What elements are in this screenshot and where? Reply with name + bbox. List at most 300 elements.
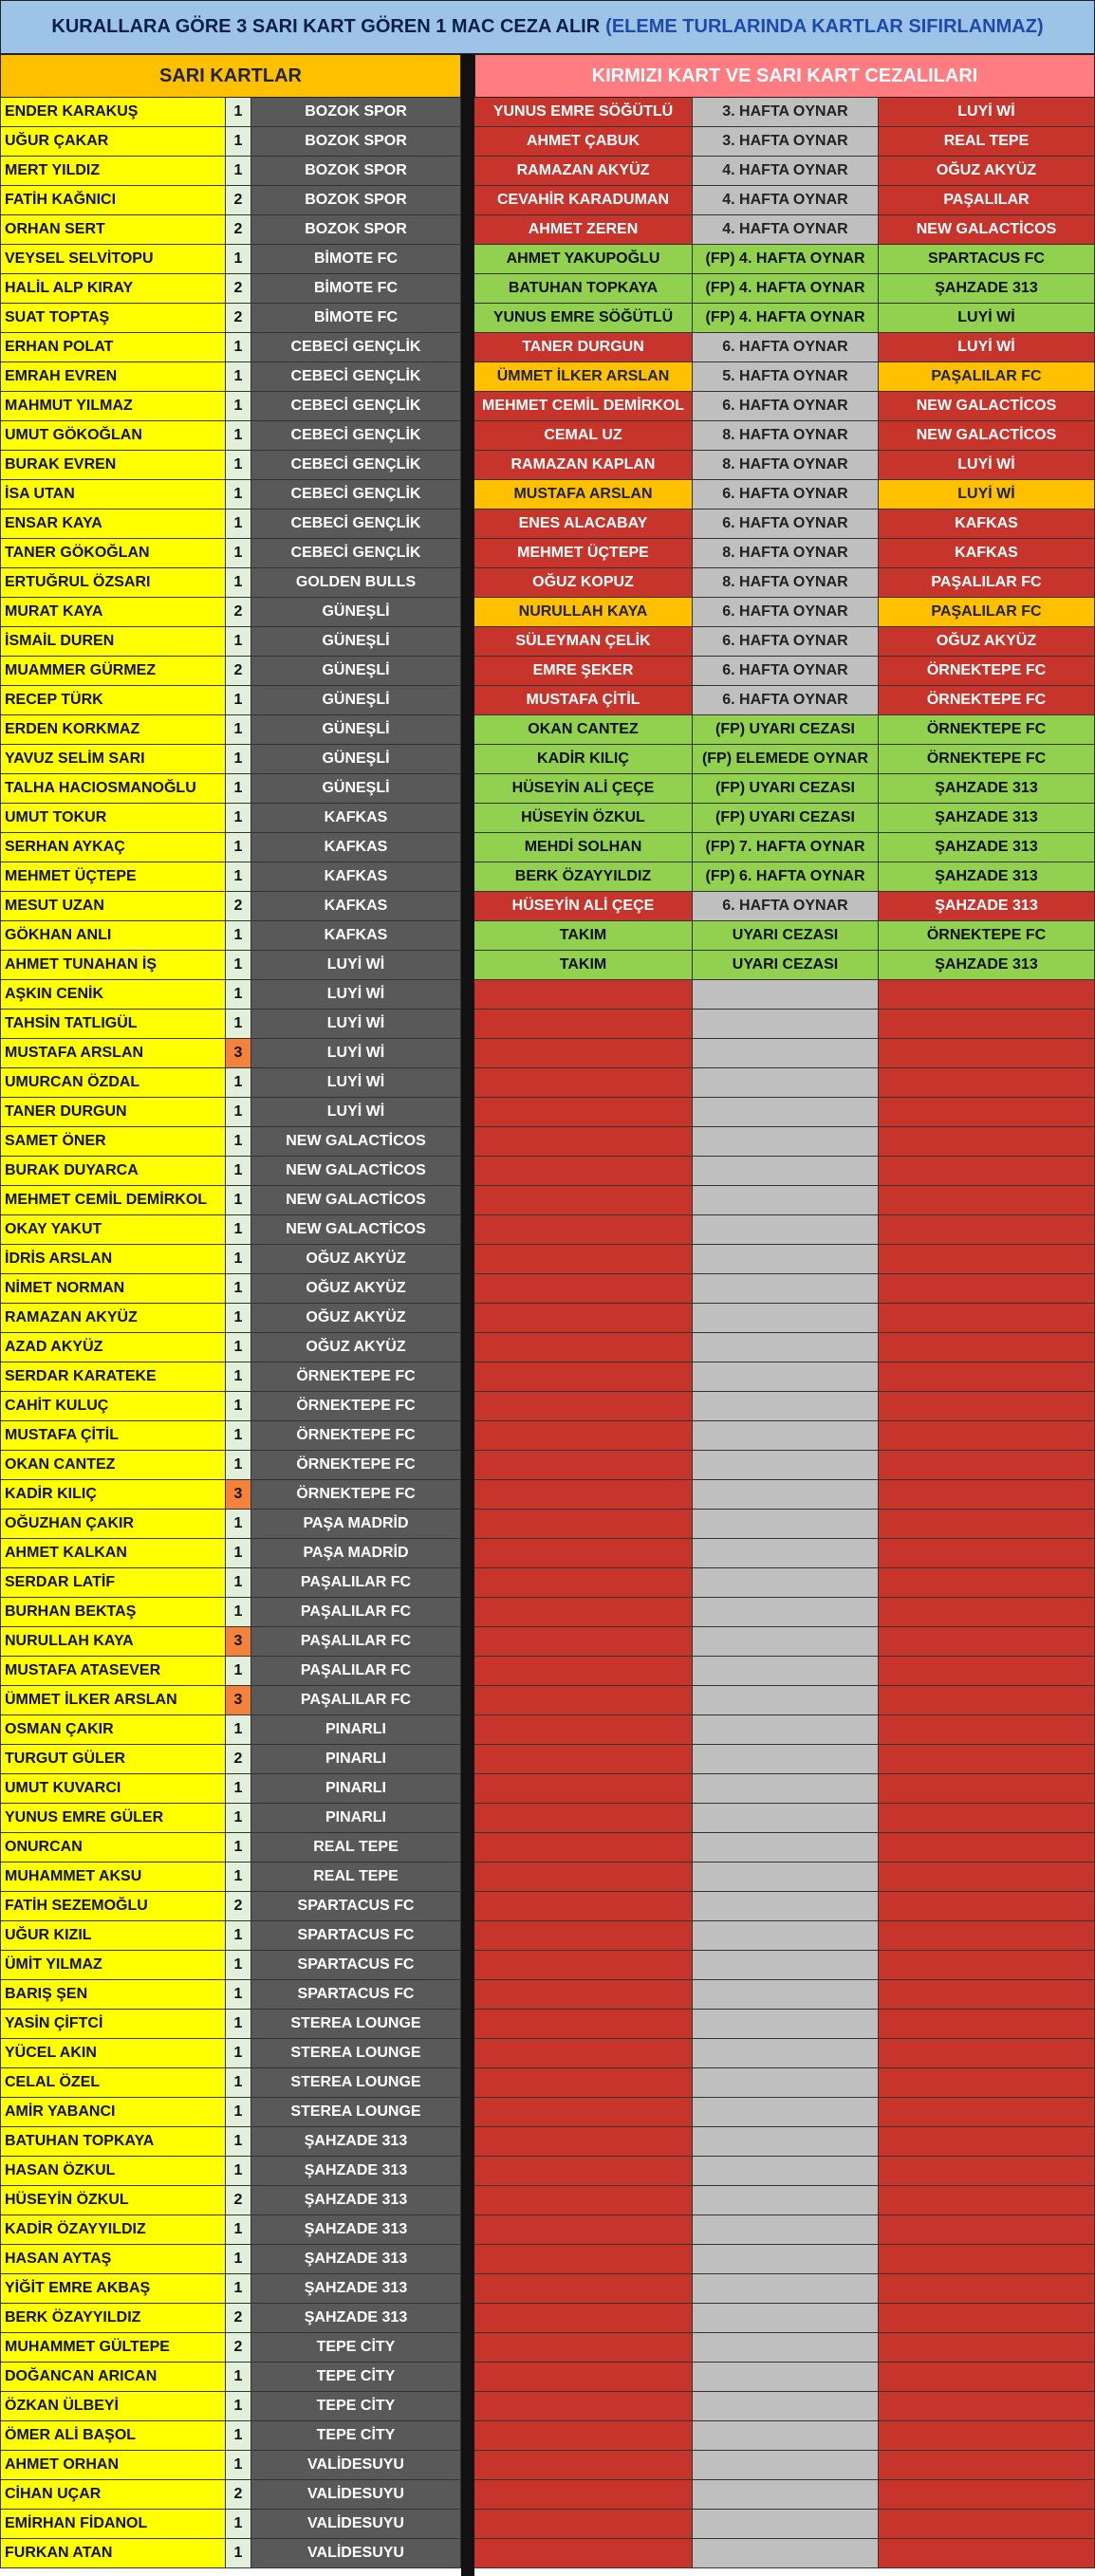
empty-penalty-player-cell[interactable]: [474, 1010, 693, 1039]
empty-penalty-team-cell[interactable]: [879, 1186, 1095, 1215]
empty-penalty-player-cell[interactable]: [474, 1157, 693, 1186]
team-cell[interactable]: ŞAHZADE 313: [251, 2215, 461, 2245]
player-name-cell[interactable]: EMİRHAN FİDANOL: [0, 2510, 226, 2539]
team-cell[interactable]: ÖRNEKTEPE FC: [251, 1392, 461, 1421]
player-name-cell[interactable]: ERHAN POLAT: [0, 333, 226, 362]
card-count-cell[interactable]: 1: [226, 2245, 251, 2274]
empty-penalty-week-cell[interactable]: [693, 2510, 879, 2539]
empty-penalty-team-cell[interactable]: [879, 2451, 1095, 2480]
penalty-team-cell[interactable]: ÖRNEKTEPE FC: [879, 745, 1095, 774]
empty-penalty-team-cell[interactable]: [879, 2215, 1095, 2245]
empty-penalty-week-cell[interactable]: [693, 2304, 879, 2333]
team-cell[interactable]: GÜNEŞLİ: [251, 715, 461, 745]
penalty-week-cell[interactable]: (FP) 4. HAFTA OYNAR: [693, 245, 879, 274]
empty-penalty-player-cell[interactable]: [474, 2333, 693, 2363]
empty-penalty-week-cell[interactable]: [693, 980, 879, 1010]
player-name-cell[interactable]: OĞUZHAN ÇAKIR: [0, 1510, 226, 1539]
empty-penalty-week-cell[interactable]: [693, 2274, 879, 2304]
player-name-cell[interactable]: CAHİT KULUÇ: [0, 1392, 226, 1421]
player-name-cell[interactable]: HASAN AYTAŞ: [0, 2245, 226, 2274]
empty-penalty-team-cell[interactable]: [879, 2421, 1095, 2451]
penalty-team-cell[interactable]: LUYİ Wİ: [879, 451, 1095, 480]
empty-penalty-week-cell[interactable]: [693, 1627, 879, 1657]
empty-penalty-player-cell[interactable]: [474, 1215, 693, 1245]
empty-penalty-player-cell[interactable]: [474, 1068, 693, 1098]
team-cell[interactable]: GÜNEŞLİ: [251, 657, 461, 686]
penalty-player-cell[interactable]: YUNUS EMRE SÖĞÜTLÜ: [474, 98, 693, 127]
team-cell[interactable]: STEREA LOUNGE: [251, 2098, 461, 2127]
card-count-cell[interactable]: 2: [226, 186, 251, 215]
penalty-week-cell[interactable]: UYARI CEZASI: [693, 951, 879, 980]
penalty-team-cell[interactable]: PAŞALILAR FC: [879, 362, 1095, 392]
card-count-cell[interactable]: 1: [226, 1951, 251, 1980]
empty-penalty-week-cell[interactable]: [693, 2392, 879, 2421]
team-cell[interactable]: VALİDESUYU: [251, 2451, 461, 2480]
empty-penalty-team-cell[interactable]: [879, 2539, 1095, 2568]
penalty-team-cell[interactable]: KAFKAS: [879, 539, 1095, 568]
player-name-cell[interactable]: KADİR ÖZAYYILDIZ: [0, 2215, 226, 2245]
player-name-cell[interactable]: TALHA HACIOSMANOĞLU: [0, 774, 226, 804]
empty-penalty-team-cell[interactable]: [879, 1304, 1095, 1333]
player-name-cell[interactable]: HASAN ÖZKUL: [0, 2157, 226, 2186]
empty-penalty-team-cell[interactable]: [879, 1215, 1095, 1245]
empty-penalty-week-cell[interactable]: [693, 1157, 879, 1186]
team-cell[interactable]: TEPE CİTY: [251, 2392, 461, 2421]
card-count-cell[interactable]: 1: [226, 157, 251, 186]
player-name-cell[interactable]: SUAT TOPTAŞ: [0, 304, 226, 333]
card-count-cell[interactable]: 1: [226, 1863, 251, 1892]
empty-penalty-player-cell[interactable]: [474, 1274, 693, 1304]
empty-penalty-team-cell[interactable]: [879, 1568, 1095, 1598]
card-count-cell[interactable]: 1: [226, 2363, 251, 2392]
card-count-cell[interactable]: 1: [226, 1010, 251, 1039]
team-cell[interactable]: PAŞA MADRİD: [251, 1539, 461, 1568]
penalty-team-cell[interactable]: OĞUZ AKYÜZ: [879, 627, 1095, 657]
team-cell[interactable]: KAFKAS: [251, 892, 461, 921]
card-count-cell[interactable]: 2: [226, 892, 251, 921]
card-count-cell[interactable]: 2: [226, 2304, 251, 2333]
card-count-cell[interactable]: 1: [226, 1245, 251, 1274]
card-count-cell[interactable]: 1: [226, 1127, 251, 1157]
player-name-cell[interactable]: AHMET TUNAHAN İŞ: [0, 951, 226, 980]
card-count-cell[interactable]: 1: [226, 333, 251, 362]
player-name-cell[interactable]: AMİR YABANCI: [0, 2098, 226, 2127]
empty-penalty-team-cell[interactable]: [879, 1421, 1095, 1451]
card-count-cell[interactable]: 1: [226, 480, 251, 510]
penalty-player-cell[interactable]: RAMAZAN KAPLAN: [474, 451, 693, 480]
card-count-cell[interactable]: 1: [226, 362, 251, 392]
team-cell[interactable]: PINARLI: [251, 1774, 461, 1804]
card-count-cell[interactable]: 1: [226, 451, 251, 480]
penalty-week-cell[interactable]: (FP) 4. HAFTA OYNAR: [693, 304, 879, 333]
player-name-cell[interactable]: MUHAMMET AKSU: [0, 1863, 226, 1892]
empty-penalty-player-cell[interactable]: [474, 1304, 693, 1333]
team-cell[interactable]: KAFKAS: [251, 862, 461, 892]
card-count-cell[interactable]: 1: [226, 921, 251, 951]
player-name-cell[interactable]: MUAMMER GÜRMEZ: [0, 657, 226, 686]
penalty-team-cell[interactable]: ŞAHZADE 313: [879, 892, 1095, 921]
card-count-cell[interactable]: 1: [226, 245, 251, 274]
penalty-week-cell[interactable]: 8. HAFTA OYNAR: [693, 568, 879, 598]
team-cell[interactable]: GÜNEŞLİ: [251, 598, 461, 627]
penalty-player-cell[interactable]: AHMET ZEREN: [474, 215, 693, 245]
card-count-cell[interactable]: 3: [226, 1686, 251, 1715]
empty-penalty-team-cell[interactable]: [879, 1598, 1095, 1627]
penalty-week-cell[interactable]: 6. HAFTA OYNAR: [693, 892, 879, 921]
team-cell[interactable]: TEPE CİTY: [251, 2363, 461, 2392]
player-name-cell[interactable]: MAHMUT YILMAZ: [0, 392, 226, 421]
team-cell[interactable]: BİMOTE FC: [251, 274, 461, 304]
penalty-team-cell[interactable]: LUYİ Wİ: [879, 333, 1095, 362]
player-name-cell[interactable]: ÜMİT YILMAZ: [0, 1951, 226, 1980]
empty-penalty-week-cell[interactable]: [693, 2539, 879, 2568]
team-cell[interactable]: BOZOK SPOR: [251, 98, 461, 127]
team-cell[interactable]: PAŞALILAR FC: [251, 1657, 461, 1686]
card-count-cell[interactable]: 1: [226, 1098, 251, 1127]
card-count-cell[interactable]: 1: [226, 1715, 251, 1745]
player-name-cell[interactable]: YASİN ÇİFTCİ: [0, 2010, 226, 2039]
empty-penalty-team-cell[interactable]: [879, 1451, 1095, 1480]
empty-penalty-team-cell[interactable]: [879, 2068, 1095, 2098]
penalty-player-cell[interactable]: OĞUZ KOPUZ: [474, 568, 693, 598]
card-count-cell[interactable]: 3: [226, 1039, 251, 1068]
card-count-cell[interactable]: 1: [226, 2127, 251, 2157]
team-cell[interactable]: PAŞALILAR FC: [251, 1627, 461, 1657]
player-name-cell[interactable]: DOĞANCAN ARICAN: [0, 2363, 226, 2392]
player-name-cell[interactable]: TANER GÖKOĞLAN: [0, 539, 226, 568]
team-cell[interactable]: OĞUZ AKYÜZ: [251, 1333, 461, 1362]
penalty-player-cell[interactable]: OKAN CANTEZ: [474, 715, 693, 745]
penalty-week-cell[interactable]: (FP) ELEMEDE OYNAR: [693, 745, 879, 774]
player-name-cell[interactable]: NİMET NORMAN: [0, 1274, 226, 1304]
penalty-team-cell[interactable]: PAŞALILAR FC: [879, 598, 1095, 627]
empty-penalty-week-cell[interactable]: [693, 1039, 879, 1068]
penalty-team-cell[interactable]: PAŞALILAR: [879, 186, 1095, 215]
card-count-cell[interactable]: 1: [226, 1215, 251, 1245]
empty-penalty-player-cell[interactable]: [474, 1980, 693, 2010]
player-name-cell[interactable]: TURGUT GÜLER: [0, 1745, 226, 1774]
card-count-cell[interactable]: 1: [226, 1598, 251, 1627]
empty-penalty-team-cell[interactable]: [879, 2274, 1095, 2304]
team-cell[interactable]: KAFKAS: [251, 921, 461, 951]
team-cell[interactable]: PINARLI: [251, 1804, 461, 1833]
player-name-cell[interactable]: İSA UTAN: [0, 480, 226, 510]
empty-penalty-week-cell[interactable]: [693, 1951, 879, 1980]
team-cell[interactable]: BOZOK SPOR: [251, 127, 461, 157]
empty-penalty-week-cell[interactable]: [693, 1598, 879, 1627]
empty-penalty-player-cell[interactable]: [474, 2451, 693, 2480]
penalty-player-cell[interactable]: BATUHAN TOPKAYA: [474, 274, 693, 304]
player-name-cell[interactable]: YAVUZ SELİM SARI: [0, 745, 226, 774]
empty-penalty-week-cell[interactable]: [693, 1010, 879, 1039]
team-cell[interactable]: VALİDESUYU: [251, 2480, 461, 2510]
team-cell[interactable]: ŞAHZADE 313: [251, 2304, 461, 2333]
empty-penalty-player-cell[interactable]: [474, 1245, 693, 1274]
empty-penalty-week-cell[interactable]: [693, 1333, 879, 1362]
player-name-cell[interactable]: MUHAMMET GÜLTEPE: [0, 2333, 226, 2363]
empty-penalty-week-cell[interactable]: [693, 1686, 879, 1715]
empty-penalty-player-cell[interactable]: [474, 2363, 693, 2392]
player-name-cell[interactable]: SERDAR KARATEKE: [0, 1362, 226, 1392]
penalty-player-cell[interactable]: MEHMET CEMİL DEMİRKOL: [474, 392, 693, 421]
team-cell[interactable]: ÖRNEKTEPE FC: [251, 1421, 461, 1451]
card-count-cell[interactable]: 1: [226, 510, 251, 539]
player-name-cell[interactable]: ENDER KARAKUŞ: [0, 98, 226, 127]
team-cell[interactable]: CEBECİ GENÇLİK: [251, 539, 461, 568]
empty-penalty-player-cell[interactable]: [474, 1627, 693, 1657]
player-name-cell[interactable]: İSMAİL DUREN: [0, 627, 226, 657]
card-count-cell[interactable]: 1: [226, 2274, 251, 2304]
empty-penalty-week-cell[interactable]: [693, 1804, 879, 1833]
player-name-cell[interactable]: SAMET ÖNER: [0, 1127, 226, 1157]
empty-penalty-player-cell[interactable]: [474, 1039, 693, 1068]
empty-penalty-team-cell[interactable]: [879, 2510, 1095, 2539]
team-cell[interactable]: NEW GALACTİCOS: [251, 1127, 461, 1157]
card-count-cell[interactable]: 1: [226, 2068, 251, 2098]
empty-penalty-player-cell[interactable]: [474, 1451, 693, 1480]
player-name-cell[interactable]: RECEP TÜRK: [0, 686, 226, 715]
penalty-week-cell[interactable]: 4. HAFTA OYNAR: [693, 186, 879, 215]
empty-penalty-week-cell[interactable]: [693, 1863, 879, 1892]
penalty-player-cell[interactable]: AHMET YAKUPOĞLU: [474, 245, 693, 274]
penalty-week-cell[interactable]: (FP) 7. HAFTA OYNAR: [693, 833, 879, 862]
empty-penalty-team-cell[interactable]: [879, 1068, 1095, 1098]
empty-penalty-team-cell[interactable]: [879, 980, 1095, 1010]
empty-penalty-week-cell[interactable]: [693, 1274, 879, 1304]
team-cell[interactable]: PAŞALILAR FC: [251, 1686, 461, 1715]
empty-penalty-team-cell[interactable]: [879, 1715, 1095, 1745]
player-name-cell[interactable]: UMUT TOKUR: [0, 804, 226, 833]
penalty-team-cell[interactable]: ŞAHZADE 313: [879, 862, 1095, 892]
card-count-cell[interactable]: 1: [226, 833, 251, 862]
team-cell[interactable]: STEREA LOUNGE: [251, 2068, 461, 2098]
team-cell[interactable]: TEPE CİTY: [251, 2333, 461, 2363]
empty-penalty-player-cell[interactable]: [474, 1833, 693, 1863]
penalty-player-cell[interactable]: HÜSEYİN ÖZKUL: [474, 804, 693, 833]
empty-penalty-player-cell[interactable]: [474, 2039, 693, 2068]
player-name-cell[interactable]: YİĞİT EMRE AKBAŞ: [0, 2274, 226, 2304]
team-cell[interactable]: CEBECİ GENÇLİK: [251, 510, 461, 539]
empty-penalty-player-cell[interactable]: [474, 2245, 693, 2274]
penalty-team-cell[interactable]: KAFKAS: [879, 510, 1095, 539]
empty-penalty-player-cell[interactable]: [474, 980, 693, 1010]
penalty-week-cell[interactable]: (FP) 6. HAFTA OYNAR: [693, 862, 879, 892]
penalty-week-cell[interactable]: 8. HAFTA OYNAR: [693, 451, 879, 480]
penalty-team-cell[interactable]: NEW GALACTİCOS: [879, 215, 1095, 245]
team-cell[interactable]: BİMOTE FC: [251, 245, 461, 274]
empty-penalty-team-cell[interactable]: [879, 2039, 1095, 2068]
team-cell[interactable]: PAŞALILAR FC: [251, 1568, 461, 1598]
empty-penalty-team-cell[interactable]: [879, 1362, 1095, 1392]
penalty-team-cell[interactable]: ŞAHZADE 313: [879, 833, 1095, 862]
penalty-player-cell[interactable]: YUNUS EMRE SÖĞÜTLÜ: [474, 304, 693, 333]
empty-penalty-week-cell[interactable]: [693, 1921, 879, 1951]
penalty-team-cell[interactable]: LUYİ Wİ: [879, 480, 1095, 510]
empty-penalty-week-cell[interactable]: [693, 1392, 879, 1421]
empty-penalty-player-cell[interactable]: [474, 1921, 693, 1951]
empty-penalty-player-cell[interactable]: [474, 1715, 693, 1745]
team-cell[interactable]: LUYİ Wİ: [251, 980, 461, 1010]
player-name-cell[interactable]: ÖZKAN ÜLBEYİ: [0, 2392, 226, 2421]
card-count-cell[interactable]: 1: [226, 1186, 251, 1215]
empty-penalty-week-cell[interactable]: [693, 2480, 879, 2510]
player-name-cell[interactable]: AHMET ORHAN: [0, 2451, 226, 2480]
empty-penalty-player-cell[interactable]: [474, 2010, 693, 2039]
card-count-cell[interactable]: 1: [226, 804, 251, 833]
card-count-cell[interactable]: 1: [226, 2539, 251, 2568]
penalty-team-cell[interactable]: LUYİ Wİ: [879, 98, 1095, 127]
empty-penalty-week-cell[interactable]: [693, 1510, 879, 1539]
empty-penalty-player-cell[interactable]: [474, 2068, 693, 2098]
empty-penalty-team-cell[interactable]: [879, 2010, 1095, 2039]
empty-penalty-team-cell[interactable]: [879, 1921, 1095, 1951]
empty-penalty-week-cell[interactable]: [693, 2245, 879, 2274]
empty-penalty-team-cell[interactable]: [879, 1333, 1095, 1362]
team-cell[interactable]: GÜNEŞLİ: [251, 627, 461, 657]
player-name-cell[interactable]: FATİH SEZEMOĞLU: [0, 1892, 226, 1921]
penalty-team-cell[interactable]: LUYİ Wİ: [879, 304, 1095, 333]
team-cell[interactable]: LUYİ Wİ: [251, 1039, 461, 1068]
player-name-cell[interactable]: ENSAR KAYA: [0, 510, 226, 539]
team-cell[interactable]: SPARTACUS FC: [251, 1980, 461, 2010]
empty-penalty-player-cell[interactable]: [474, 1392, 693, 1421]
team-cell[interactable]: ÖRNEKTEPE FC: [251, 1480, 461, 1510]
empty-penalty-team-cell[interactable]: [879, 2127, 1095, 2157]
penalty-team-cell[interactable]: SPARTACUS FC: [879, 245, 1095, 274]
empty-penalty-player-cell[interactable]: [474, 1951, 693, 1980]
player-name-cell[interactable]: AŞKIN CENİK: [0, 980, 226, 1010]
empty-penalty-team-cell[interactable]: [879, 1010, 1095, 1039]
card-count-cell[interactable]: 2: [226, 598, 251, 627]
team-cell[interactable]: ŞAHZADE 313: [251, 2157, 461, 2186]
card-count-cell[interactable]: 1: [226, 2098, 251, 2127]
card-count-cell[interactable]: 1: [226, 862, 251, 892]
player-name-cell[interactable]: ERTUĞRUL ÖZSARI: [0, 568, 226, 598]
player-name-cell[interactable]: MUSTAFA ÇİTİL: [0, 1421, 226, 1451]
penalty-week-cell[interactable]: 6. HAFTA OYNAR: [693, 480, 879, 510]
empty-penalty-week-cell[interactable]: [693, 2215, 879, 2245]
card-count-cell[interactable]: 1: [226, 745, 251, 774]
team-cell[interactable]: SPARTACUS FC: [251, 1951, 461, 1980]
empty-penalty-team-cell[interactable]: [879, 1480, 1095, 1510]
team-cell[interactable]: STEREA LOUNGE: [251, 2010, 461, 2039]
team-cell[interactable]: GOLDEN BULLS: [251, 568, 461, 598]
player-name-cell[interactable]: SERDAR LATİF: [0, 1568, 226, 1598]
empty-penalty-week-cell[interactable]: [693, 1892, 879, 1921]
penalty-week-cell[interactable]: 6. HAFTA OYNAR: [693, 627, 879, 657]
empty-penalty-player-cell[interactable]: [474, 1539, 693, 1568]
player-name-cell[interactable]: RAMAZAN AKYÜZ: [0, 1304, 226, 1333]
card-count-cell[interactable]: 1: [226, 1421, 251, 1451]
player-name-cell[interactable]: OSMAN ÇAKIR: [0, 1715, 226, 1745]
penalty-player-cell[interactable]: TAKIM: [474, 951, 693, 980]
penalty-player-cell[interactable]: TANER DURGUN: [474, 333, 693, 362]
penalty-week-cell[interactable]: 6. HAFTA OYNAR: [693, 333, 879, 362]
empty-penalty-team-cell[interactable]: [879, 2304, 1095, 2333]
penalty-team-cell[interactable]: ŞAHZADE 313: [879, 951, 1095, 980]
penalty-player-cell[interactable]: BERK ÖZAYYILDIZ: [474, 862, 693, 892]
team-cell[interactable]: ŞAHZADE 313: [251, 2186, 461, 2215]
team-cell[interactable]: OĞUZ AKYÜZ: [251, 1274, 461, 1304]
penalty-player-cell[interactable]: SÜLEYMAN ÇELİK: [474, 627, 693, 657]
team-cell[interactable]: REAL TEPE: [251, 1833, 461, 1863]
empty-penalty-team-cell[interactable]: [879, 1833, 1095, 1863]
empty-penalty-player-cell[interactable]: [474, 2098, 693, 2127]
empty-penalty-week-cell[interactable]: [693, 1774, 879, 1804]
empty-penalty-player-cell[interactable]: [474, 2127, 693, 2157]
card-count-cell[interactable]: 1: [226, 1451, 251, 1480]
empty-penalty-team-cell[interactable]: [879, 2157, 1095, 2186]
empty-penalty-week-cell[interactable]: [693, 1186, 879, 1215]
empty-penalty-team-cell[interactable]: [879, 2186, 1095, 2215]
card-count-cell[interactable]: 1: [226, 1510, 251, 1539]
team-cell[interactable]: PINARLI: [251, 1745, 461, 1774]
card-count-cell[interactable]: 1: [226, 1980, 251, 2010]
team-cell[interactable]: OĞUZ AKYÜZ: [251, 1245, 461, 1274]
empty-penalty-team-cell[interactable]: [879, 1157, 1095, 1186]
empty-penalty-player-cell[interactable]: [474, 1510, 693, 1539]
empty-penalty-week-cell[interactable]: [693, 1657, 879, 1686]
player-name-cell[interactable]: OKAY YAKUT: [0, 1215, 226, 1245]
empty-penalty-team-cell[interactable]: [879, 1098, 1095, 1127]
penalty-week-cell[interactable]: 6. HAFTA OYNAR: [693, 657, 879, 686]
player-name-cell[interactable]: ONURCAN: [0, 1833, 226, 1863]
team-cell[interactable]: VALİDESUYU: [251, 2539, 461, 2568]
empty-penalty-week-cell[interactable]: [693, 1539, 879, 1568]
card-count-cell[interactable]: 1: [226, 1921, 251, 1951]
penalty-team-cell[interactable]: ŞAHZADE 313: [879, 804, 1095, 833]
empty-penalty-week-cell[interactable]: [693, 1068, 879, 1098]
empty-penalty-player-cell[interactable]: [474, 1686, 693, 1715]
penalty-team-cell[interactable]: ŞAHZADE 313: [879, 774, 1095, 804]
player-name-cell[interactable]: BURHAN BEKTAŞ: [0, 1598, 226, 1627]
penalty-week-cell[interactable]: (FP) UYARI CEZASI: [693, 804, 879, 833]
empty-penalty-player-cell[interactable]: [474, 2480, 693, 2510]
empty-penalty-week-cell[interactable]: [693, 1715, 879, 1745]
empty-penalty-team-cell[interactable]: [879, 2392, 1095, 2421]
card-count-cell[interactable]: 1: [226, 774, 251, 804]
empty-penalty-week-cell[interactable]: [693, 1362, 879, 1392]
card-count-cell[interactable]: 1: [226, 715, 251, 745]
empty-penalty-team-cell[interactable]: [879, 2245, 1095, 2274]
player-name-cell[interactable]: UMURCAN ÖZDAL: [0, 1068, 226, 1098]
player-name-cell[interactable]: BURAK DUYARCA: [0, 1157, 226, 1186]
player-name-cell[interactable]: UMUT KUVARCI: [0, 1774, 226, 1804]
empty-penalty-player-cell[interactable]: [474, 1804, 693, 1833]
team-cell[interactable]: BOZOK SPOR: [251, 215, 461, 245]
empty-penalty-team-cell[interactable]: [879, 2363, 1095, 2392]
empty-penalty-team-cell[interactable]: [879, 1274, 1095, 1304]
card-count-cell[interactable]: 1: [226, 1274, 251, 1304]
empty-penalty-player-cell[interactable]: [474, 1480, 693, 1510]
penalty-player-cell[interactable]: HÜSEYİN ALİ ÇEÇE: [474, 892, 693, 921]
penalty-player-cell[interactable]: ENES ALACABAY: [474, 510, 693, 539]
penalty-team-cell[interactable]: PAŞALILAR FC: [879, 568, 1095, 598]
player-name-cell[interactable]: SERHAN AYKAÇ: [0, 833, 226, 862]
team-cell[interactable]: ÖRNEKTEPE FC: [251, 1451, 461, 1480]
card-count-cell[interactable]: 1: [226, 2451, 251, 2480]
penalty-team-cell[interactable]: NEW GALACTİCOS: [879, 392, 1095, 421]
card-count-cell[interactable]: 2: [226, 215, 251, 245]
card-count-cell[interactable]: 2: [226, 2480, 251, 2510]
player-name-cell[interactable]: KADİR KILIÇ: [0, 1480, 226, 1510]
team-cell[interactable]: NEW GALACTİCOS: [251, 1186, 461, 1215]
card-count-cell[interactable]: 1: [226, 98, 251, 127]
team-cell[interactable]: CEBECİ GENÇLİK: [251, 362, 461, 392]
penalty-player-cell[interactable]: CEVAHİR KARADUMAN: [474, 186, 693, 215]
penalty-player-cell[interactable]: CEMAL UZ: [474, 421, 693, 451]
player-name-cell[interactable]: MERT YILDIZ: [0, 157, 226, 186]
